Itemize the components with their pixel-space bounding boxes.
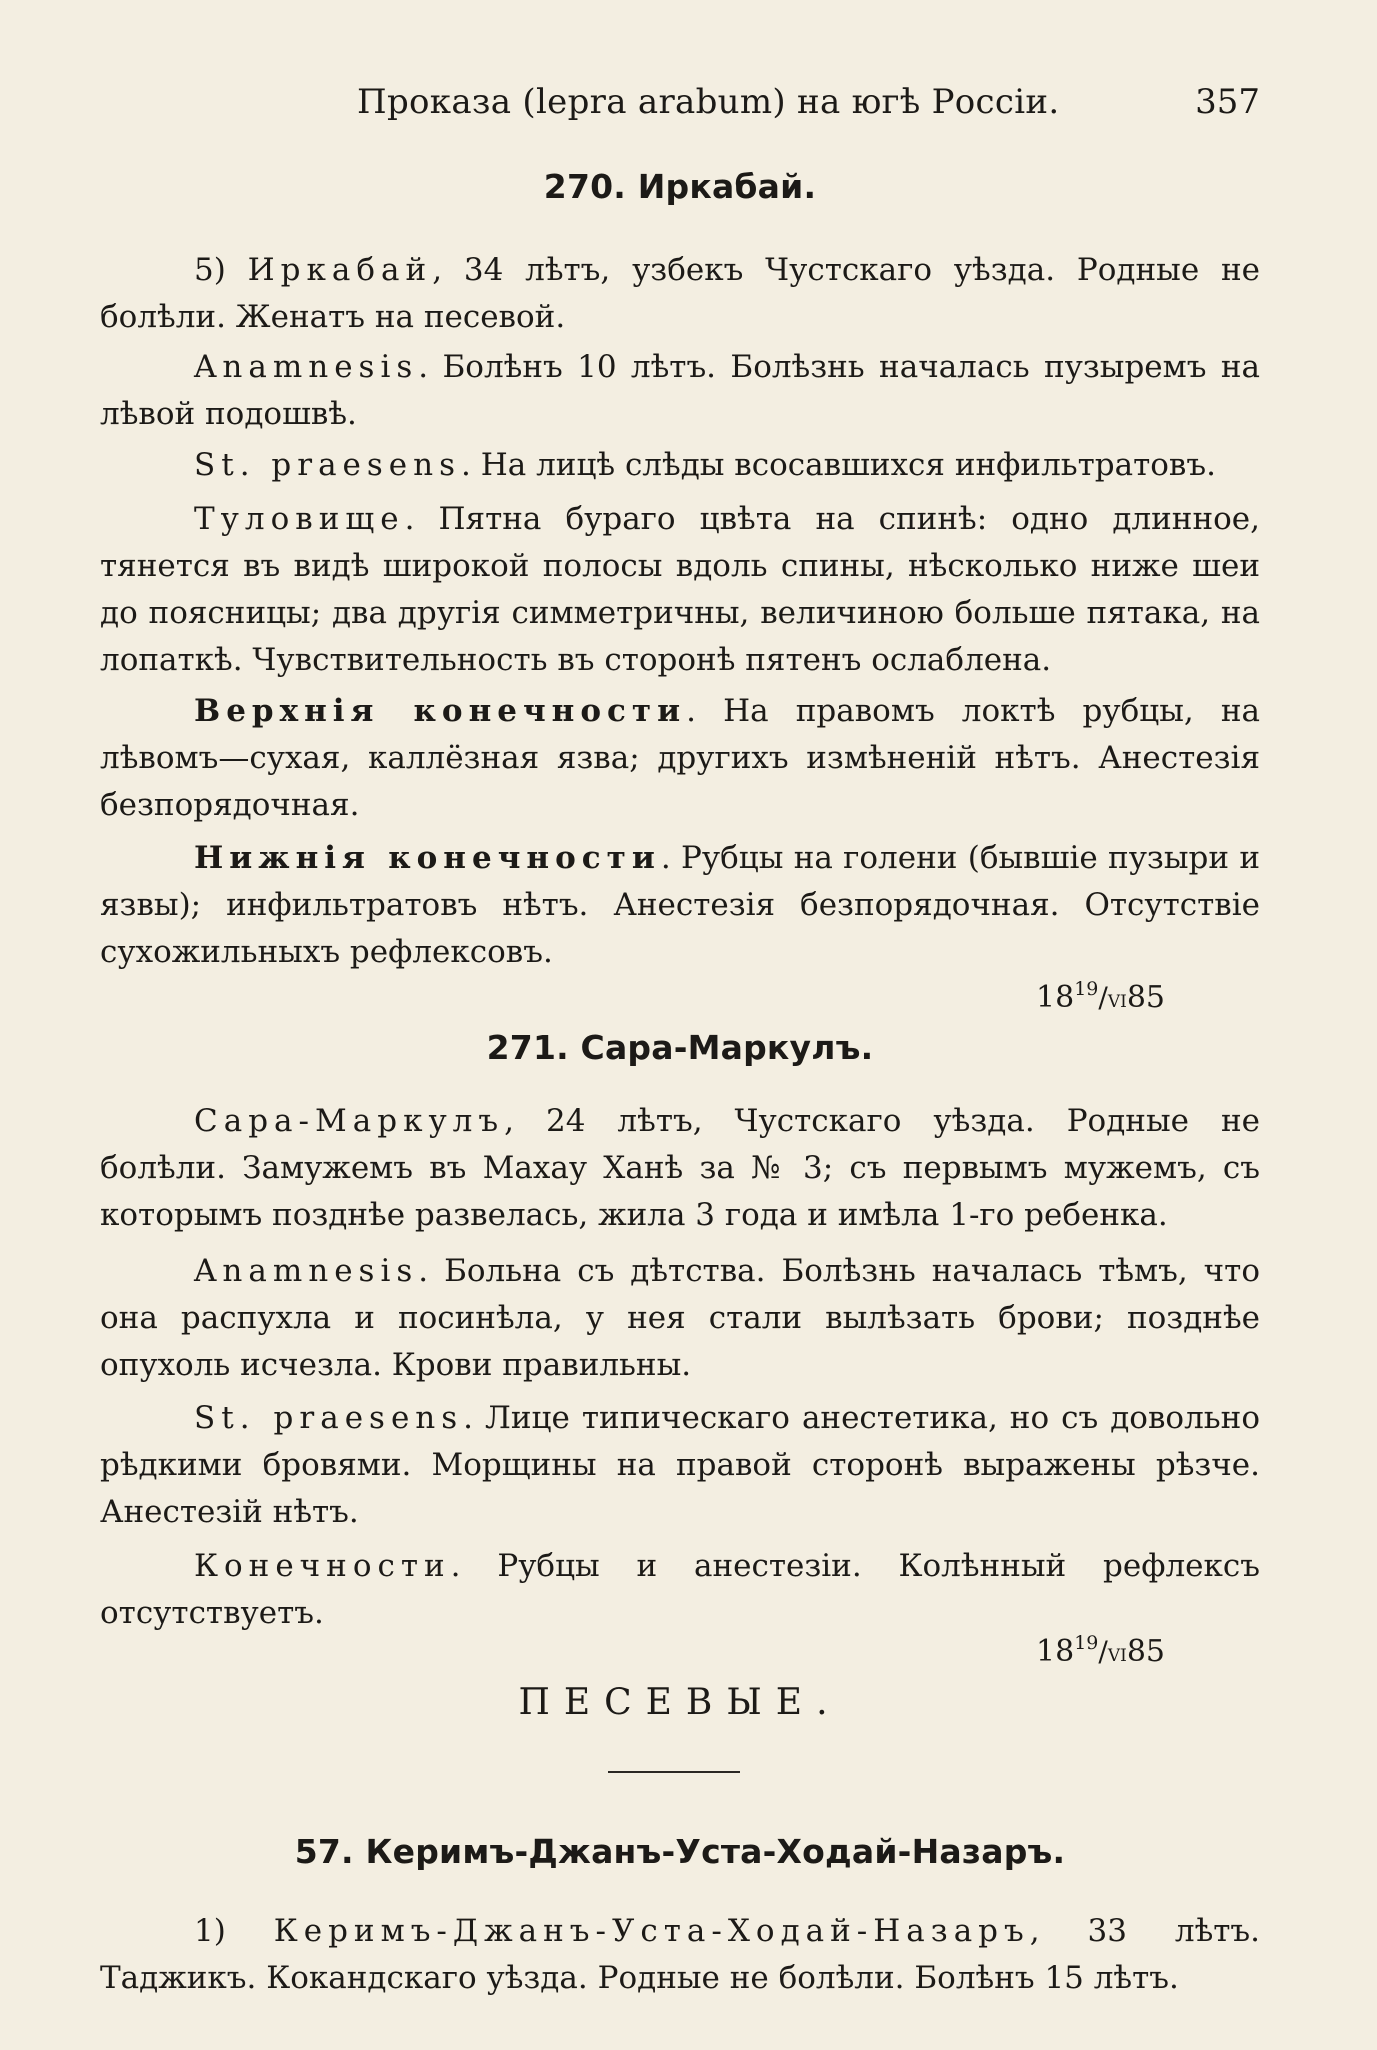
status-text: . Лице типическаго анестетика, но съ довольно рѣдкими бровями. Морщины на правой сторонѣ выражены рѣзче. Анестезій нѣтъ.	[100, 1400, 1260, 1530]
case-270-intro	[100, 247, 1260, 341]
lower-limbs-text: . Рубцы на голени (бывшіе пузыри и язвы); инфильтратовъ нѣтъ. Анестезія безпорядочная. Отсутствіе сухожильныхъ рефлексовъ.	[100, 840, 1260, 970]
case-270-upper-limbs	[100, 688, 1260, 829]
lower-limbs-label: Нижнія конечности	[194, 840, 661, 876]
intro-text: , 33 лѣтъ. Таджикъ. Кокандскаго уѣзда. Родные не болѣли. Болѣнъ 15 лѣтъ.	[100, 1913, 1261, 1996]
case-271-status	[100, 1395, 1260, 1536]
status-label: St. praesens	[194, 1400, 464, 1436]
limbs-text: . Рубцы и анестезіи. Колѣнный рефлексъ отсутствуетъ.	[100, 1548, 1260, 1631]
case-270-heading: 270. Иркабай.	[543, 167, 817, 206]
status-text: . На лицѣ слѣды всосавшихся инфильтратовъ.	[461, 447, 1216, 483]
case-271-date	[1036, 1632, 1165, 1669]
case-number: 5)	[194, 252, 248, 288]
section-divider	[608, 1771, 740, 1773]
anamnesis-text: . Болѣнъ 10 лѣтъ. Болѣзнь началась пузыремъ на лѣвой подошвѣ.	[100, 349, 1260, 432]
running-head	[100, 82, 1260, 126]
upper-limbs-label: Верхнія конечности	[194, 693, 687, 729]
document-page	[100, 0, 1260, 2050]
case-number: 1)	[194, 1913, 274, 1949]
page-number: 357	[1195, 82, 1260, 122]
case-57-heading: 57. Керимъ-Джанъ-Уста-Ходай-Назаръ.	[294, 1832, 1066, 1871]
case-270-status	[100, 442, 1260, 489]
trunk-label: Туловище	[194, 501, 405, 537]
case-271-anamnesis	[100, 1248, 1260, 1389]
patient-name: Керимъ-Джанъ-Уста-Ходай-Назаръ	[273, 1913, 1030, 1949]
case-271-heading: 271. Сара-Маркулъ.	[486, 1028, 874, 1067]
case-270-lower-limbs	[100, 835, 1260, 976]
date-slash: /	[1098, 1635, 1108, 1668]
date-day: 19	[1074, 1632, 1099, 1654]
date-month: VI	[1107, 1646, 1127, 1666]
case-57-intro	[100, 1908, 1260, 2002]
case-271-limbs	[100, 1543, 1260, 1637]
date-slash: /	[1098, 981, 1108, 1014]
date-day: 19	[1074, 978, 1099, 1000]
date-yr: 85	[1126, 980, 1165, 1015]
patient-name: Сара-Маркулъ	[194, 1103, 505, 1139]
running-title: Проказа (lepra arabum) на югѣ Россіи.	[357, 82, 1060, 122]
section-title: ПЕСЕВЫЕ.	[518, 1682, 842, 1723]
anamnesis-label: Anamnesis	[194, 1253, 419, 1289]
anamnesis-text: . Больна съ дѣтства. Болѣзнь началась тѣмъ, что она распухла и посинѣла, у нея стали вылѣзать брови; позднѣе опухоль исчезла. Крови правильны.	[100, 1253, 1260, 1383]
date-year: 18	[1036, 980, 1075, 1015]
status-label: St. praesens	[194, 447, 462, 483]
patient-name: Иркабай	[247, 252, 433, 288]
case-270-date	[1036, 978, 1165, 1015]
case-271-intro	[100, 1098, 1260, 1239]
date-yr: 85	[1126, 1634, 1165, 1669]
intro-text: , 24 лѣтъ, Чустскаго уѣзда. Родные не болѣли. Замужемъ въ Махау Ханѣ за № 3; съ первымъ мужемъ, съ которымъ позднѣе развелась, жила 3 года и имѣла 1-го ребенка.	[100, 1103, 1260, 1233]
upper-limbs-text: . На правомъ локтѣ рубцы, на лѣвомъ—сухая, каллёзная язва; другихъ измѣненій нѣтъ. Анестезія безпорядочная.	[100, 693, 1260, 823]
intro-text: , 34 лѣтъ, узбекъ Чустскаго уѣзда. Родные не болѣли. Женатъ на песевой.	[100, 252, 1261, 335]
limbs-label: Конечности	[194, 1548, 451, 1584]
case-270-anamnesis	[100, 344, 1260, 438]
date-month: VI	[1107, 992, 1127, 1012]
date-year: 18	[1036, 1634, 1075, 1669]
case-270-trunk	[100, 496, 1260, 684]
trunk-text: . Пятна бураго цвѣта на спинѣ: одно длинное, тянется въ видѣ широкой полосы вдоль спины, нѣсколько ниже шеи до поясницы; два другія симметричны, величиною больше пятака, на лопаткѣ. Чувствительность въ сторонѣ пятенъ ослаблена.	[100, 501, 1260, 678]
anamnesis-label: Anamnesis	[194, 349, 419, 385]
